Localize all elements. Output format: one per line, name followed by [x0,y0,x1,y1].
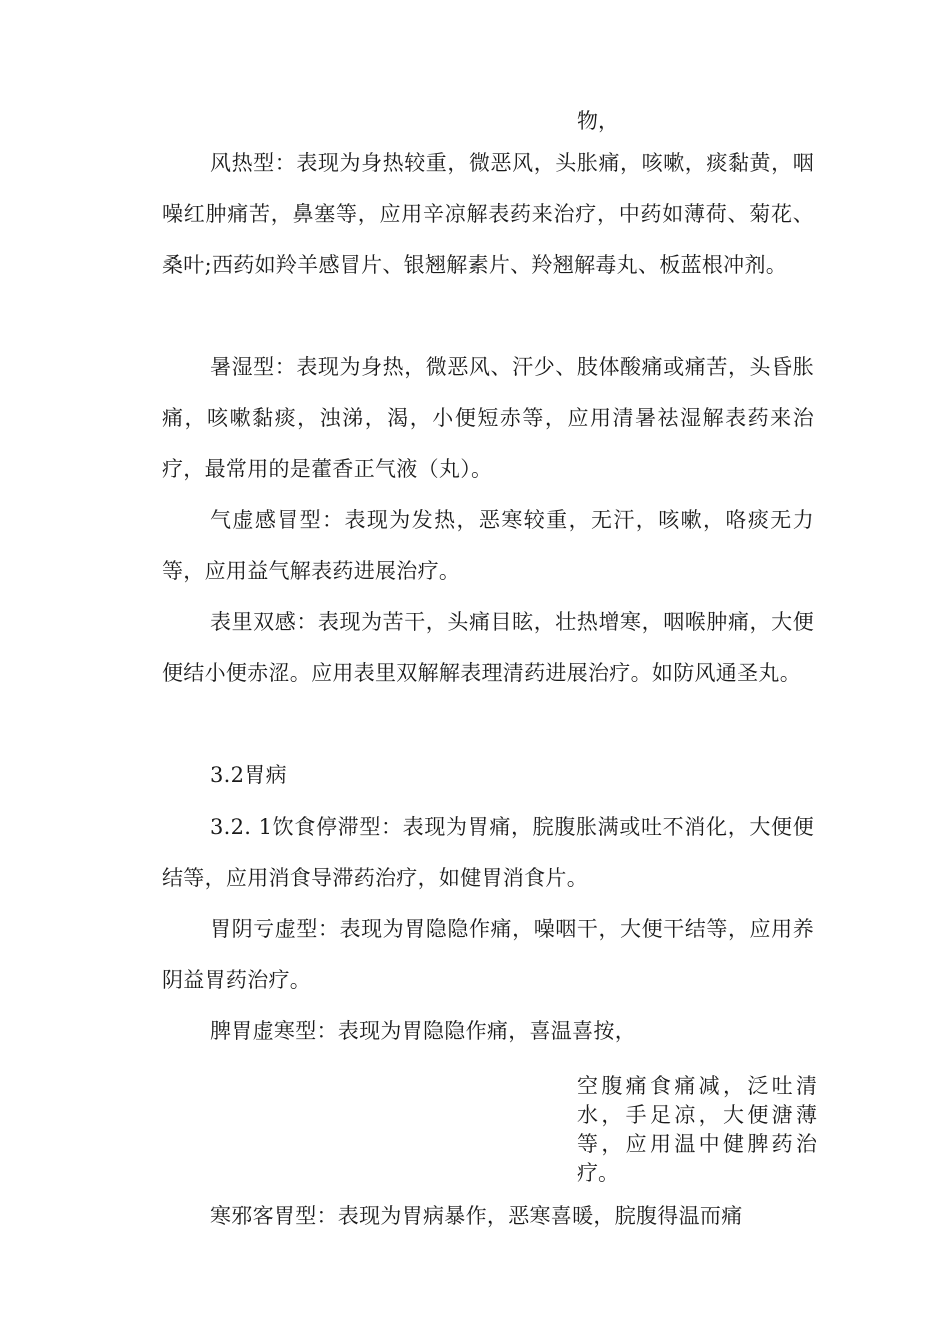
paragraph-stomach-yin: 胃阴亏虚型：表现为胃隐隐作痛，噪咽干，大便干结等，应用养阴益胃药治疗。 [162,917,814,992]
text-fragment: 物， [577,109,619,133]
paragraph-cold-invading-stomach: 寒邪客胃型：表现为胃病暴作，恶寒喜暖，脘腹得温而痛 [210,1204,743,1228]
paragraph-food-stagnation: 3.2. 1饮食停滞型：表现为胃痛，脘腹胀满或吐不消化，大便便结等，应用消食导滞药治疗，如健胃消食片。 [162,815,814,890]
paragraph-summer-damp: 暑湿型：表现为身热，微恶风、汗少、肢体酸痛或痛苦，头昏胀痛，咳嗽黏痰，浊涕，渴，小便短赤等，应用清暑祛湿解表药来治疗，最常用的是藿香正气液（丸）。 [162,355,814,481]
paragraph-spleen-cold-continued: 空腹痛食痛减，泛吐清水，手足凉，大便溏薄等，应用温中健脾药治疗。 [577,1074,817,1185]
paragraph-wind-heat: 风热型：表现为身热较重，微恶风，头胀痛，咳嗽，痰黏黄，咽噪红肿痛苦，鼻塞等，应用辛凉解表药来治疗，中药如薄荷、菊花、桑叶;西药如羚羊感冒片、银翘解素片、羚翘解毒丸、板蓝根冲剂。 [162,151,814,277]
paragraph-exterior-interior: 表里双感：表现为苦干，头痛目眩，壮热增寒，咽喉肿痛，大便便结小便赤涩。应用表里双解解表理清药进展治疗。如防风通圣丸。 [162,610,814,685]
paragraph-qi-deficiency: 气虚感冒型：表现为发热，恶寒较重，无汗，咳嗽，咯痰无力等，应用益气解表药进展治疗。 [162,508,814,583]
section-heading-stomach: 3.2胃病 [210,763,287,787]
paragraph-spleen-cold: 脾胃虚寒型：表现为胃隐隐作痛，喜温喜按， [210,1019,636,1043]
